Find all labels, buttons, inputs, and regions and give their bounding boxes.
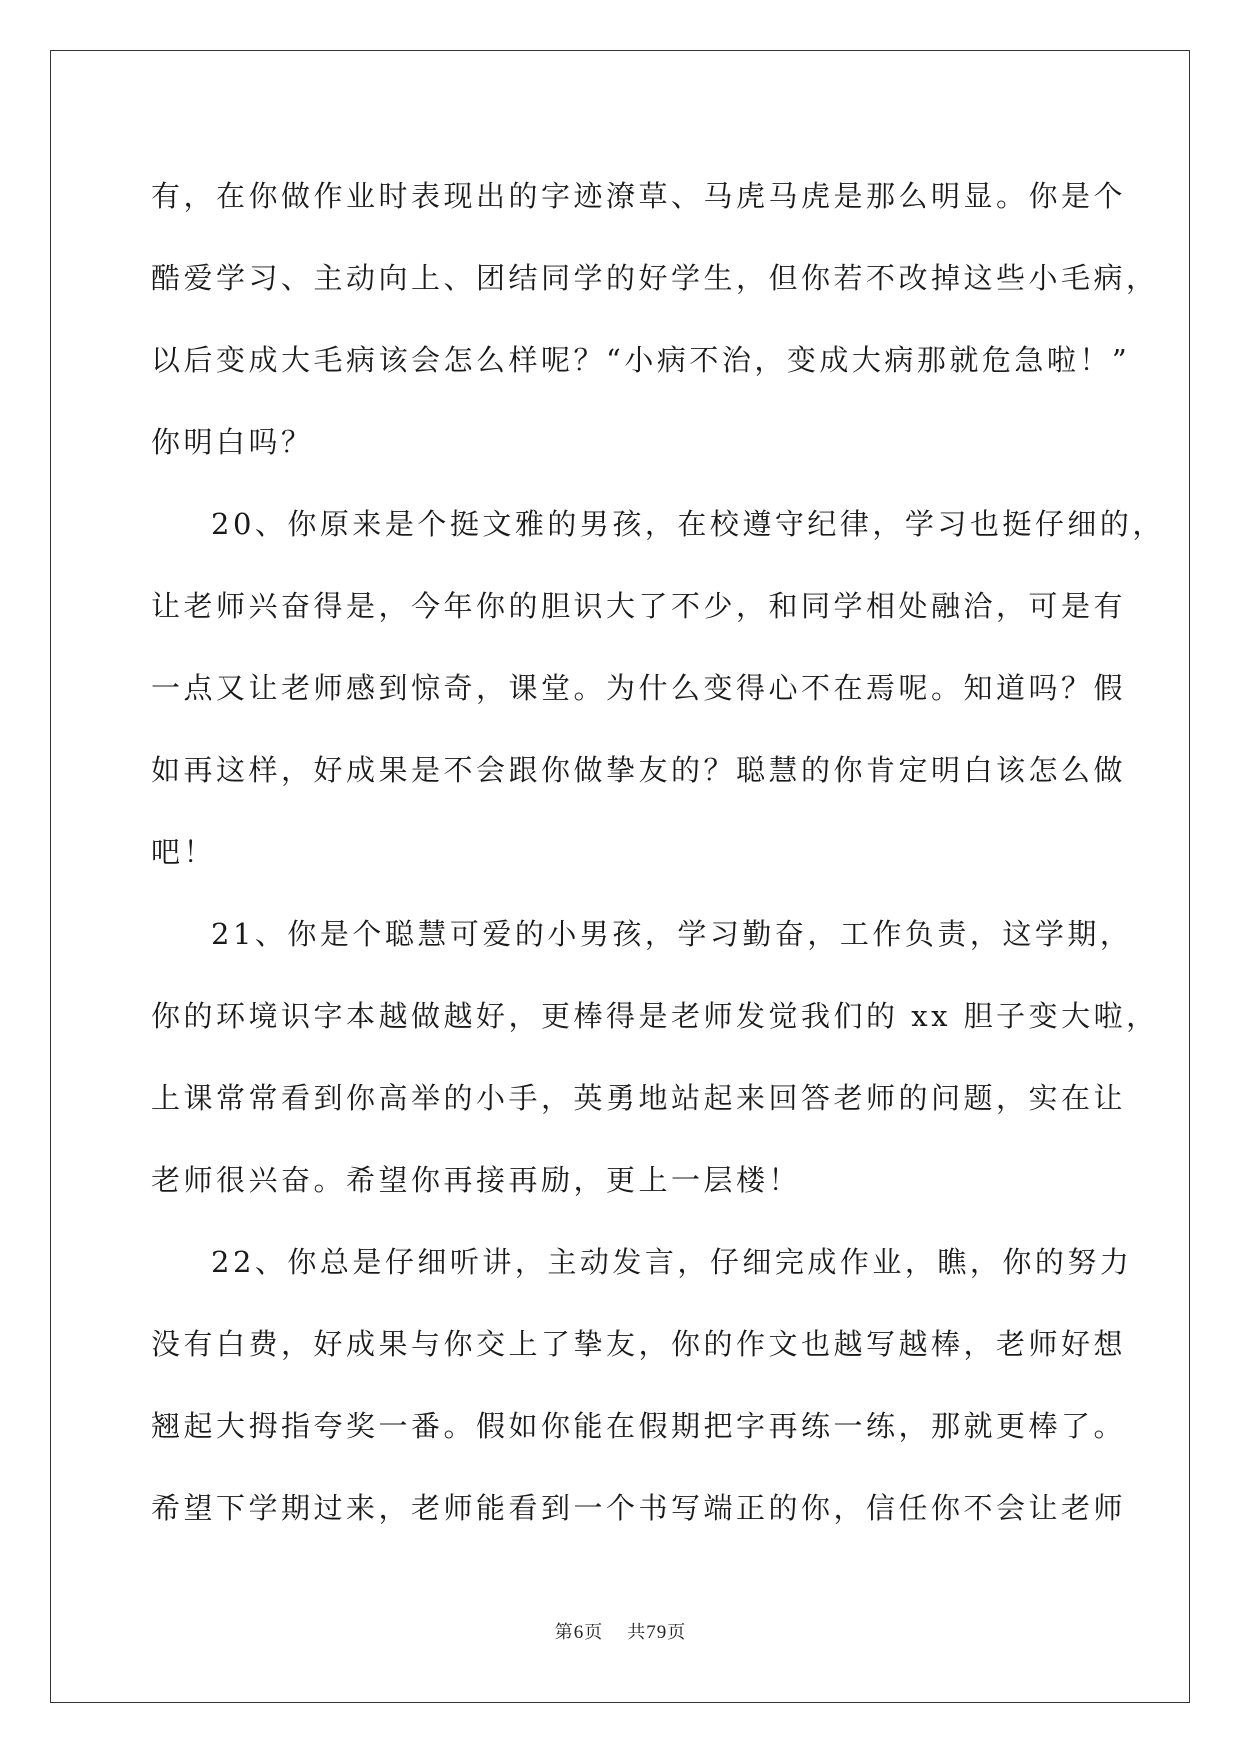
paragraph-22-line: 22、你总是仔细听讲，主动发言，仔细完成作业，瞧，你的努力 xyxy=(211,1245,1133,1279)
paragraph-21-line: 老师很兴奋。希望你再接再励，更上一层楼！ xyxy=(151,1163,802,1197)
text-line: 以后变成大毛病该会怎么样呢？“小病不治，变成大病那就危急啦！” xyxy=(151,343,1131,377)
page-suffix: 页 xyxy=(584,1622,604,1642)
document-body xyxy=(151,155,1165,1549)
paragraph-20-line: 如再这样，好成果是不会跟你做挚友的？聪慧的你肯定明白该怎么做 xyxy=(151,753,1127,787)
text-line: 酷爱学习、主动向上、团结同学的好学生，但你若不改掉这些小毛病， xyxy=(151,261,1159,295)
paragraph-22-line: 翘起大拇指夸奖一番。假如你能在假期把字再练一练，那就更棒了。 xyxy=(151,1409,1127,1443)
paragraph-21-line: 21、你是个聪慧可爱的小男孩，学习勤奋，工作负责，这学期， xyxy=(211,917,1133,951)
paragraph-20-line: 吧！ xyxy=(151,835,217,869)
paragraph-20-line: 一点又让老师感到惊奇，课堂。为什么变得心不在焉呢。知道吗？假 xyxy=(151,671,1127,705)
paragraph-22-line: 没有白费，好成果与你交上了挚友，你的作文也越写越棒，老师好想 xyxy=(151,1327,1127,1361)
total-prefix: 共 xyxy=(627,1622,647,1642)
total-suffix: 页 xyxy=(667,1622,687,1642)
total-pages: 79 xyxy=(646,1622,668,1643)
text-line: 有，在你做作业时表现出的字迹潦草、马虎马虎是那么明显。你是个 xyxy=(151,179,1127,213)
paragraph-20-line: 让老师兴奋得是，今年你的胆识大了不少，和同学相处融洽，可是有 xyxy=(151,589,1127,623)
page-prefix: 第 xyxy=(554,1622,574,1642)
page-number: 6 xyxy=(573,1622,585,1643)
text-line: 你明白吗？ xyxy=(151,425,314,459)
page-footer xyxy=(0,1618,1241,1644)
paragraph-21-line: 上课常常看到你高举的小手，英勇地站起来回答老师的问题，实在让 xyxy=(151,1081,1127,1115)
paragraph-22-line: 希望下学期过来，老师能看到一个书写端正的你，信任你不会让老师 xyxy=(151,1491,1127,1525)
paragraph-20-line: 20、你原来是个挺文雅的男孩，在校遵守纪律，学习也挺仔细的， xyxy=(211,507,1165,541)
paragraph-21-line: 你的环境识字本越做越好，更棒得是老师发觉我们的 xx 胆子变大啦， xyxy=(151,999,1159,1033)
